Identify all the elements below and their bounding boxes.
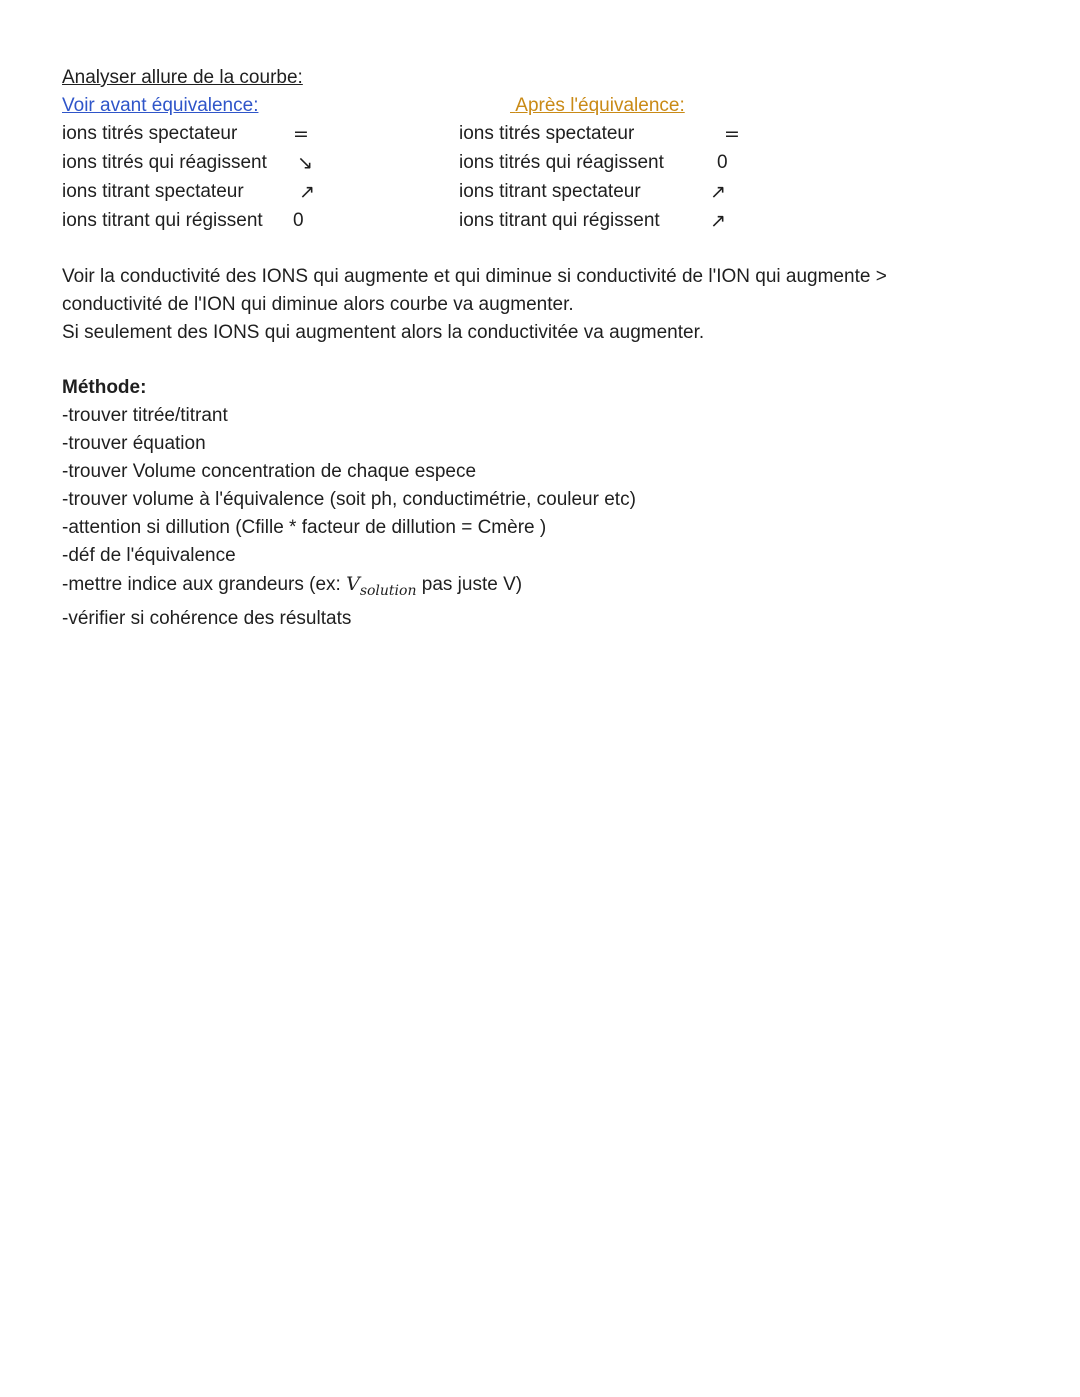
after-row-label: ions titrés spectateur xyxy=(459,123,635,144)
method-item: -vérifier si cohérence des résultats xyxy=(62,607,352,629)
paragraph-line: Voir la conductivité des IONS qui augmente et qui diminue si conductivité de l'ION qui augmente > xyxy=(62,266,887,287)
arrow-up-right-icon: ↗ xyxy=(710,181,726,203)
method-item: -attention si dillution (Cfille * facteur de dillution = Cmère ) xyxy=(62,517,547,538)
arrow-up-right-icon: ↗ xyxy=(299,181,315,203)
method-item: -déf de l'équivalence xyxy=(62,545,236,566)
after-row-symbol: 0 xyxy=(717,152,728,173)
after-row-label: ions titrant qui régissent xyxy=(459,210,660,231)
before-row-symbol: = xyxy=(293,123,309,145)
after-equivalence-title-text: Après l'équivalence: xyxy=(515,95,685,116)
indice-suffix: pas juste V) xyxy=(416,574,523,595)
math-var: V xyxy=(346,573,360,595)
arrow-up-right-icon: ↗ xyxy=(710,210,726,232)
method-item: -trouver titrée/titrant xyxy=(62,405,228,426)
method-item-indice xyxy=(62,570,962,605)
arrow-down-right-icon: ↘ xyxy=(297,152,313,174)
math-variable xyxy=(346,573,417,599)
method-title: Méthode: xyxy=(62,377,147,398)
method-item: -trouver volume à l'équivalence (soit ph, conductimétrie, couleur etc) xyxy=(62,489,636,510)
after-row-label: ions titrés qui réagissent xyxy=(459,152,664,173)
method-item: -trouver équation xyxy=(62,433,206,454)
after-equivalence-title xyxy=(510,94,685,118)
math-subscript: solution xyxy=(359,582,417,599)
before-equivalence-title: Voir avant équivalence: xyxy=(62,95,259,116)
before-row-symbol: 0 xyxy=(293,210,304,231)
method-section xyxy=(62,374,962,633)
conductivity-paragraph xyxy=(62,263,962,347)
indice-prefix: -mettre indice aux grandeurs (ex: xyxy=(62,574,347,595)
paragraph-line: conductivité de l'ION qui diminue alors courbe va augmenter. xyxy=(62,294,574,315)
before-row-label: ions titrés spectateur xyxy=(62,123,238,144)
after-row-label: ions titrant spectateur xyxy=(459,181,641,202)
paragraph-line: Si seulement des IONS qui augmentent alors la conductivitée va augmenter. xyxy=(62,322,705,343)
before-row-label: ions titrant qui régissent xyxy=(62,210,263,231)
section-heading: Analyser allure de la courbe: xyxy=(62,67,303,88)
before-row-label: ions titrant spectateur xyxy=(62,181,244,202)
method-item: -trouver Volume concentration de chaque espece xyxy=(62,461,477,482)
before-row-label: ions titrés qui réagissent xyxy=(62,152,267,173)
after-row-symbol: = xyxy=(724,123,740,145)
